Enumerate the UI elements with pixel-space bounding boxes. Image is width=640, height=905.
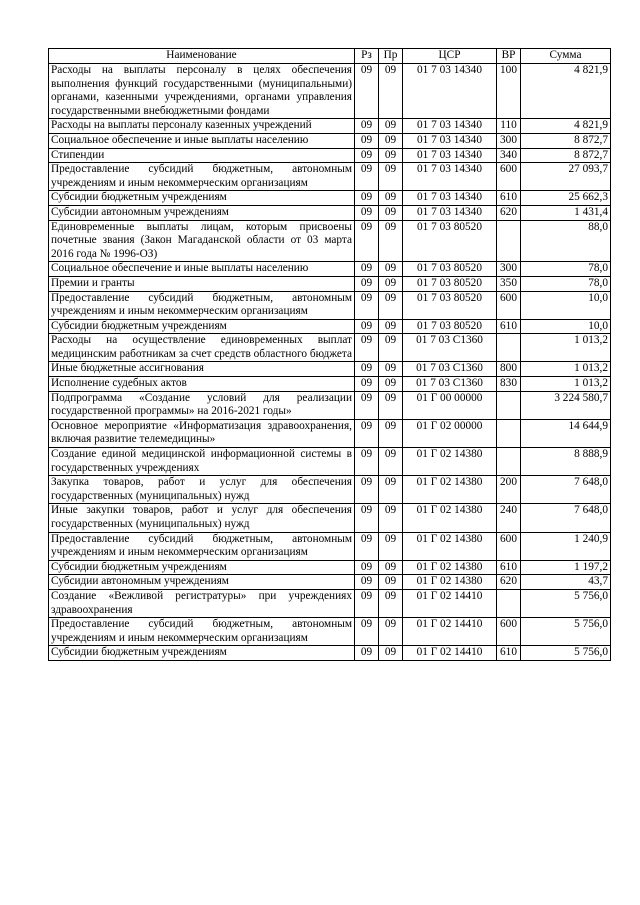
cell-sum: 4 821,9 (521, 119, 611, 134)
cell-pr: 09 (379, 133, 403, 148)
table-row (49, 391, 611, 419)
table-row (49, 419, 611, 447)
cell-sum: 8 872,7 (521, 133, 611, 148)
cell-rz: 09 (355, 64, 379, 119)
cell-vr: 110 (497, 119, 521, 134)
cell-rz: 09 (355, 220, 379, 262)
cell-vr: 600 (497, 618, 521, 646)
cell-vr (497, 391, 521, 419)
cell-csr: 01 Г 02 14410 (403, 618, 497, 646)
cell-vr: 600 (497, 163, 521, 191)
cell-csr: 01 7 03 80520 (403, 220, 497, 262)
cell-csr: 01 Г 02 14380 (403, 504, 497, 532)
cell-sum: 1 013,2 (521, 362, 611, 377)
table-row (49, 291, 611, 319)
table-row (49, 133, 611, 148)
cell-pr: 09 (379, 334, 403, 362)
cell-pr: 09 (379, 448, 403, 476)
table-row (49, 119, 611, 134)
table-row (49, 589, 611, 617)
cell-sum: 7 648,0 (521, 504, 611, 532)
cell-name: Подпрограмма «Создание условий для реализации государственной программы» на 2016-2021 годы» (49, 391, 355, 419)
cell-pr: 09 (379, 618, 403, 646)
cell-rz: 09 (355, 205, 379, 220)
cell-name: Стипендии (49, 148, 355, 163)
cell-vr: 610 (497, 191, 521, 206)
cell-rz: 09 (355, 148, 379, 163)
table-row (49, 191, 611, 206)
cell-name: Субсидии автономным учреждениям (49, 575, 355, 590)
cell-name: Предоставление субсидий бюджетным, автономным учреждениям и иным некоммерческим организациям (49, 291, 355, 319)
cell-rz: 09 (355, 319, 379, 334)
cell-sum: 25 662,3 (521, 191, 611, 206)
cell-sum: 8 872,7 (521, 148, 611, 163)
cell-vr: 300 (497, 133, 521, 148)
cell-name: Субсидии бюджетным учреждениям (49, 560, 355, 575)
cell-pr: 09 (379, 419, 403, 447)
header-csr: ЦСР (403, 49, 497, 64)
header-name: Наименование (49, 49, 355, 64)
cell-vr: 350 (497, 276, 521, 291)
cell-csr: 01 7 03 14340 (403, 64, 497, 119)
cell-vr: 100 (497, 64, 521, 119)
cell-name: Иные закупки товаров, работ и услуг для обеспечения государственных (муниципальных) нужд (49, 504, 355, 532)
cell-name: Иные бюджетные ассигнования (49, 362, 355, 377)
cell-pr: 09 (379, 191, 403, 206)
cell-name: Основное мероприятие «Информатизация здравоохранения, включая развитие телемедицины» (49, 419, 355, 447)
cell-rz: 09 (355, 476, 379, 504)
cell-vr (497, 419, 521, 447)
cell-vr: 300 (497, 262, 521, 277)
cell-name: Расходы на выплаты персоналу казенных учреждений (49, 119, 355, 134)
cell-sum: 10,0 (521, 319, 611, 334)
cell-pr: 09 (379, 362, 403, 377)
cell-pr: 09 (379, 575, 403, 590)
table-row (49, 64, 611, 119)
cell-name: Социальное обеспечение и иные выплаты населению (49, 262, 355, 277)
cell-rz: 09 (355, 419, 379, 447)
cell-name: Субсидии бюджетным учреждениям (49, 191, 355, 206)
cell-name: Субсидии бюджетным учреждениям (49, 646, 355, 661)
cell-csr: 01 Г 00 00000 (403, 391, 497, 419)
table-row (49, 377, 611, 392)
cell-pr: 09 (379, 532, 403, 560)
cell-pr: 09 (379, 476, 403, 504)
cell-rz: 09 (355, 262, 379, 277)
cell-rz: 09 (355, 618, 379, 646)
table-row (49, 220, 611, 262)
cell-sum: 27 093,7 (521, 163, 611, 191)
cell-sum: 7 648,0 (521, 476, 611, 504)
cell-csr: 01 Г 02 14410 (403, 589, 497, 617)
cell-vr: 800 (497, 362, 521, 377)
cell-csr: 01 7 03 С1360 (403, 362, 497, 377)
cell-pr: 09 (379, 560, 403, 575)
cell-rz: 09 (355, 532, 379, 560)
cell-name: Создание «Вежливой регистратуры» при учреждениях здравоохранения (49, 589, 355, 617)
cell-name: Субсидии бюджетным учреждениям (49, 319, 355, 334)
cell-csr: 01 7 03 14340 (403, 191, 497, 206)
cell-rz: 09 (355, 589, 379, 617)
cell-csr: 01 7 03 14340 (403, 163, 497, 191)
table-row (49, 448, 611, 476)
table-row (49, 262, 611, 277)
cell-csr: 01 Г 02 14380 (403, 532, 497, 560)
cell-vr: 610 (497, 319, 521, 334)
cell-rz: 09 (355, 560, 379, 575)
table-row (49, 618, 611, 646)
cell-csr: 01 7 03 14340 (403, 148, 497, 163)
cell-rz: 09 (355, 377, 379, 392)
cell-rz: 09 (355, 191, 379, 206)
table-row (49, 276, 611, 291)
cell-pr: 09 (379, 262, 403, 277)
cell-pr: 09 (379, 205, 403, 220)
cell-pr: 09 (379, 148, 403, 163)
cell-sum: 43,7 (521, 575, 611, 590)
cell-name: Предоставление субсидий бюджетным, автономным учреждениям и иным некоммерческим организациям (49, 532, 355, 560)
table-row (49, 575, 611, 590)
cell-pr: 09 (379, 377, 403, 392)
cell-name: Расходы на выплаты персоналу в целях обеспечения выполнения функций государственными (муниципальными) органами, казенными учреждениями, органами управления государственными внебюджетными фондами (49, 64, 355, 119)
cell-csr: 01 Г 02 14380 (403, 448, 497, 476)
cell-sum: 1 431,4 (521, 205, 611, 220)
cell-vr (497, 334, 521, 362)
cell-vr: 600 (497, 532, 521, 560)
cell-name: Предоставление субсидий бюджетным, автономным учреждениям и иным некоммерческим организациям (49, 163, 355, 191)
cell-vr: 610 (497, 560, 521, 575)
cell-csr: 01 7 03 14340 (403, 133, 497, 148)
cell-sum: 1 013,2 (521, 377, 611, 392)
cell-pr: 09 (379, 163, 403, 191)
cell-vr (497, 589, 521, 617)
table-row (49, 148, 611, 163)
cell-vr (497, 448, 521, 476)
cell-csr: 01 7 03 14340 (403, 205, 497, 220)
cell-csr: 01 Г 02 14380 (403, 476, 497, 504)
cell-sum: 8 888,9 (521, 448, 611, 476)
table-row (49, 560, 611, 575)
table-row (49, 362, 611, 377)
cell-csr: 01 7 03 80520 (403, 276, 497, 291)
cell-sum: 1 240,9 (521, 532, 611, 560)
cell-pr: 09 (379, 589, 403, 617)
cell-vr: 340 (497, 148, 521, 163)
cell-sum: 5 756,0 (521, 618, 611, 646)
cell-pr: 09 (379, 64, 403, 119)
cell-name: Единовременные выплаты лицам, которым присвоены почетные звания (Закон Магаданской области от 03 марта 2016 года № 1996-ОЗ) (49, 220, 355, 262)
cell-rz: 09 (355, 448, 379, 476)
cell-name: Закупка товаров, работ и услуг для обеспечения государственных (муниципальных) нужд (49, 476, 355, 504)
cell-rz: 09 (355, 276, 379, 291)
cell-csr: 01 7 03 80520 (403, 291, 497, 319)
cell-rz: 09 (355, 504, 379, 532)
cell-sum: 1 013,2 (521, 334, 611, 362)
cell-vr: 620 (497, 575, 521, 590)
cell-name: Расходы на осуществление единовременных выплат медицинским работникам за счет средств областного бюджета (49, 334, 355, 362)
table-header-row (49, 49, 611, 64)
cell-vr: 200 (497, 476, 521, 504)
cell-pr: 09 (379, 504, 403, 532)
cell-sum: 5 756,0 (521, 646, 611, 661)
cell-sum: 5 756,0 (521, 589, 611, 617)
cell-sum: 88,0 (521, 220, 611, 262)
table-row (49, 205, 611, 220)
header-pr: Пр (379, 49, 403, 64)
cell-csr: 01 7 03 14340 (403, 119, 497, 134)
cell-pr: 09 (379, 291, 403, 319)
table-body (49, 64, 611, 661)
cell-vr: 830 (497, 377, 521, 392)
budget-table (48, 48, 611, 661)
cell-pr: 09 (379, 119, 403, 134)
cell-sum: 4 821,9 (521, 64, 611, 119)
table-row (49, 334, 611, 362)
cell-rz: 09 (355, 575, 379, 590)
cell-pr: 09 (379, 646, 403, 661)
cell-vr: 610 (497, 646, 521, 661)
cell-csr: 01 Г 02 14410 (403, 646, 497, 661)
cell-name: Создание единой медицинской информационной системы в государственных учреждениях (49, 448, 355, 476)
table-row (49, 319, 611, 334)
cell-csr: 01 7 03 С1360 (403, 377, 497, 392)
cell-name: Исполнение судебных актов (49, 377, 355, 392)
cell-sum: 78,0 (521, 262, 611, 277)
cell-vr (497, 220, 521, 262)
cell-rz: 09 (355, 646, 379, 661)
table-row (49, 532, 611, 560)
cell-rz: 09 (355, 362, 379, 377)
header-rz: Рз (355, 49, 379, 64)
cell-sum: 14 644,9 (521, 419, 611, 447)
table-row (49, 504, 611, 532)
table-row (49, 163, 611, 191)
cell-name: Субсидии автономным учреждениям (49, 205, 355, 220)
cell-csr: 01 Г 02 14380 (403, 575, 497, 590)
cell-name: Премии и гранты (49, 276, 355, 291)
cell-sum: 78,0 (521, 276, 611, 291)
cell-csr: 01 Г 02 14380 (403, 560, 497, 575)
cell-pr: 09 (379, 220, 403, 262)
cell-rz: 09 (355, 291, 379, 319)
cell-vr: 620 (497, 205, 521, 220)
cell-rz: 09 (355, 163, 379, 191)
cell-vr: 600 (497, 291, 521, 319)
cell-pr: 09 (379, 391, 403, 419)
cell-rz: 09 (355, 391, 379, 419)
cell-vr: 240 (497, 504, 521, 532)
cell-csr: 01 7 03 80520 (403, 319, 497, 334)
cell-rz: 09 (355, 133, 379, 148)
table-row (49, 646, 611, 661)
header-sum: Сумма (521, 49, 611, 64)
cell-csr: 01 7 03 С1360 (403, 334, 497, 362)
cell-sum: 1 197,2 (521, 560, 611, 575)
header-vr: ВР (497, 49, 521, 64)
table-row (49, 476, 611, 504)
cell-name: Социальное обеспечение и иные выплаты населению (49, 133, 355, 148)
cell-sum: 3 224 580,7 (521, 391, 611, 419)
cell-sum: 10,0 (521, 291, 611, 319)
cell-pr: 09 (379, 276, 403, 291)
cell-rz: 09 (355, 119, 379, 134)
cell-name: Предоставление субсидий бюджетным, автономным учреждениям и иным некоммерческим организациям (49, 618, 355, 646)
cell-rz: 09 (355, 334, 379, 362)
cell-csr: 01 Г 02 00000 (403, 419, 497, 447)
cell-csr: 01 7 03 80520 (403, 262, 497, 277)
cell-pr: 09 (379, 319, 403, 334)
